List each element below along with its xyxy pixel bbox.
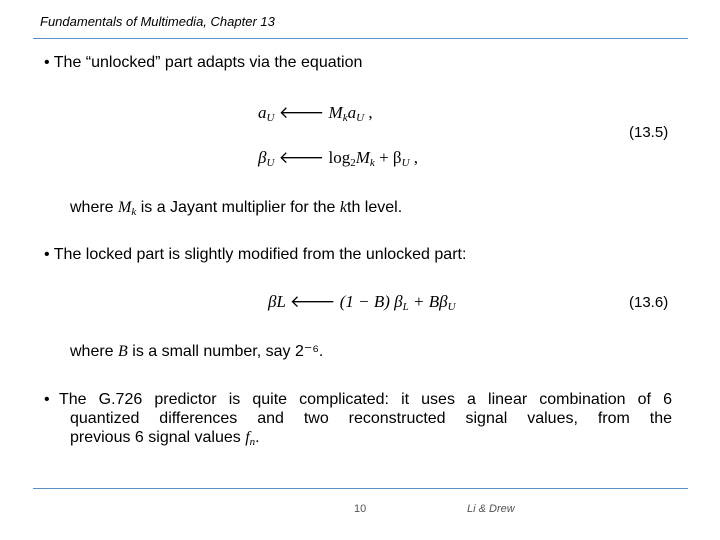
bullet-3-line-2: quantized differences and two reconstructed signal values, from the [70, 410, 672, 427]
bullet-marker: • [44, 246, 50, 263]
equation-13-5-line-1: $a_U$ 🡐 $M_ka_U$ , [258, 103, 373, 124]
bullet-3-line-1: The G.726 predictor is quite complicated: it uses a linear combination of 6 [59, 391, 672, 408]
equation-13-5-line-2: $\beta_U$ 🡐 $\log_2M_k + \beta_U$ , [258, 148, 419, 169]
bullet-3-line-3: previous 6 signal values $f_n$. [70, 429, 260, 448]
footer-authors: Li & Drew [467, 503, 515, 515]
bullet-marker: • [44, 391, 50, 408]
bullet-1-text: The “unlocked” part adapts via the equation [53, 54, 363, 71]
left-arrow-icon: 🡐 [289, 292, 336, 311]
equation-number-13-5: (13.5) [629, 124, 669, 141]
bullet-2 [44, 245, 466, 264]
bullet-1 [44, 53, 362, 72]
left-arrow-icon: 🡐 [278, 103, 325, 122]
page-number: 10 [354, 503, 367, 515]
footer-divider [33, 488, 688, 489]
where-jayant-multiplier: where $M_k$ is a Jayant multiplier for the kth level. [70, 199, 403, 218]
header-title: Fundamentals of Multimedia, Chapter 13 [40, 14, 275, 29]
header-divider [33, 38, 688, 39]
where-small-number: where B is a small number, say 2⁻⁶. [70, 343, 324, 360]
bullet-3 [44, 390, 50, 409]
left-arrow-icon: 🡐 [278, 148, 325, 167]
equation-number-13-6: (13.6) [629, 294, 669, 311]
bullet-marker: • [44, 54, 50, 71]
equation-13-6: βL 🡐 (1 − B) $\beta_L + B\beta_U$ [268, 292, 456, 313]
bullet-2-text: The locked part is slightly modified from the unlocked part: [53, 246, 467, 263]
